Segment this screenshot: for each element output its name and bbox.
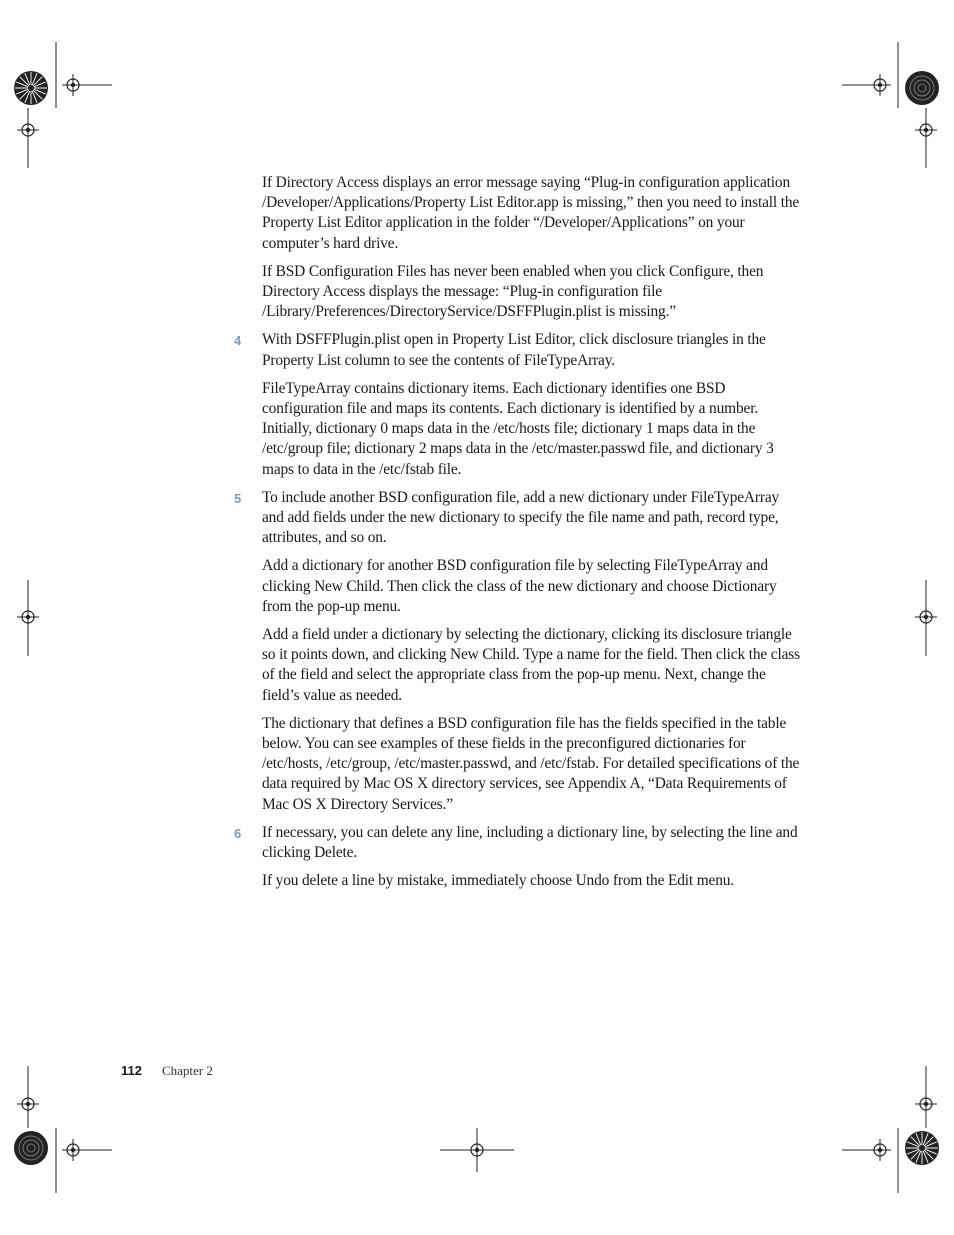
paragraph: FileTypeArray contains dictionary items. Each dictionary identifies one BSD configuration file and maps its contents. Each dictionary is identified by a number. Initially, dictionary 0 maps data in the /etc/hosts file; dictionary 1 maps data in the /etc/group file; dictionary 2 maps data in the /etc/master.passwd file, and dictionary 3 maps to data in the /etc/fstab file. (262, 379, 774, 478)
step-text: To include another BSD configuration file, add a new dictionary under FileTypeArray and add fields under the new dictionary to specify the file name and path, record type, attributes, and so on. (262, 488, 780, 547)
paragraph: Add a field under a dictionary by selecting the dictionary, clicking its disclosure triangle so it points down, and clicking New Child. Type a name for the field. Then click the class of the field and select the appropriate class from the pop-up menu. Next, change the field’s value as needed. (262, 626, 800, 704)
paragraph: The dictionary that defines a BSD configuration file has the fields specified in the table below. You can see examples of these fields in the preconfigured dictionaries for /etc/hosts, /etc/group, /etc/master.passwd, and /etc/fstab. For detailed specifications of the data required by Mac OS X directory services, see Appendix A, “Data Requirements of Mac OS X Directory Services.” (262, 714, 800, 813)
step-4 (234, 330, 804, 370)
page-number: 112 (121, 1063, 142, 1078)
step-text: If necessary, you can delete any line, including a dictionary line, by selecting the line and clicking Delete. (262, 823, 798, 862)
page-body (234, 173, 804, 900)
step-5 (234, 488, 804, 549)
step-number: 4 (234, 333, 242, 349)
step-number: 6 (234, 825, 242, 841)
step-6 (234, 823, 804, 863)
paragraph: If you delete a line by mistake, immediately choose Undo from the Edit menu. (262, 872, 734, 890)
paragraph: If Directory Access displays an error message saying “Plug-in configuration application /Developer/Applications/Property List Editor.app is missing,” then you need to install the Property List Editor application in the folder “/Developer/Applications” on your computer’s hard drive. (262, 174, 800, 252)
step-number: 5 (234, 490, 242, 506)
paragraph: If BSD Configuration Files has never been enabled when you click Configure, then Directory Access displays the message: “Plug-in configuration file /Library/Preferences/DirectoryService/DSFFPlugin.plist is missing.” (262, 262, 764, 321)
page-footer (121, 1063, 213, 1079)
step-text: With DSFFPlugin.plist open in Property List Editor, click disclosure triangles in the Property List column to see the contents of FileTypeArray. (262, 331, 766, 369)
paragraph: Add a dictionary for another BSD configuration file by selecting FileTypeArray and clicking New Child. Then click the class of the new dictionary and choose Dictionary from the pop-up menu. (262, 557, 777, 615)
chapter-label: Chapter 2 (161, 1063, 213, 1078)
